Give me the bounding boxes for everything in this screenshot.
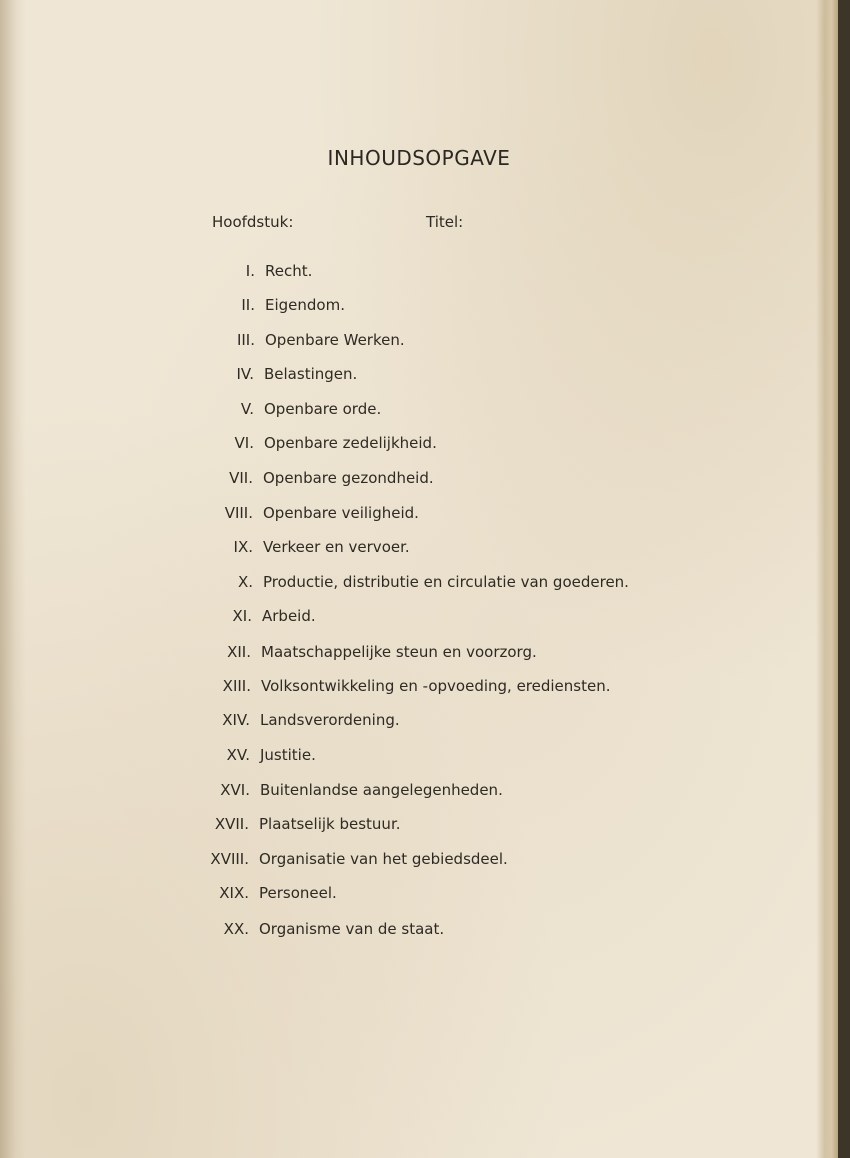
- chapter-number: VI.: [234, 434, 254, 452]
- chapter-title: Arbeid.: [262, 607, 316, 625]
- toc-row: [0, 469, 838, 493]
- chapter-number: XI.: [232, 607, 252, 625]
- chapter-number: IX.: [233, 538, 253, 556]
- chapter-title: Productie, distributie en circulatie van goederen.: [263, 573, 629, 591]
- toc-row: [0, 538, 838, 562]
- chapter-title: Openbare veiligheid.: [263, 504, 419, 522]
- chapter-number: XV.: [226, 746, 250, 764]
- toc-row: [0, 573, 838, 597]
- chapter-number: XVIII.: [210, 850, 249, 868]
- chapter-number: II.: [241, 296, 255, 314]
- chapter-title: Landsverordening.: [260, 711, 400, 729]
- chapter-number: IV.: [236, 365, 254, 383]
- page-title: INHOUDSOPGAVE: [327, 146, 511, 170]
- toc-row: [0, 331, 838, 355]
- chapter-title: Maatschappelijke steun en voorzorg.: [261, 643, 537, 661]
- toc-row: [0, 746, 838, 770]
- chapter-title: Plaatselijk bestuur.: [259, 815, 401, 833]
- chapter-number: XIII.: [222, 677, 251, 695]
- chapter-title: Organisatie van het gebiedsdeel.: [259, 850, 508, 868]
- toc-row: [0, 815, 838, 839]
- chapter-title: Openbare Werken.: [265, 331, 405, 349]
- chapter-title: Openbare gezondheid.: [263, 469, 434, 487]
- chapter-title: Openbare orde.: [264, 400, 382, 418]
- chapter-title: Eigendom.: [265, 296, 345, 314]
- chapter-number: XII.: [227, 643, 251, 661]
- chapter-title: Organisme van de staat.: [259, 920, 445, 938]
- toc-row: [0, 400, 838, 424]
- toc-row: [0, 711, 838, 735]
- chapter-title: Buitenlandse aangelegenheden.: [260, 781, 503, 799]
- toc-row: [0, 296, 838, 320]
- toc-row: [0, 850, 838, 874]
- chapter-title: Volksontwikkeling en -opvoeding, erediensten.: [261, 677, 611, 695]
- chapter-number: XIX.: [219, 884, 249, 902]
- toc-row: [0, 262, 838, 286]
- chapter-title: Verkeer en vervoer.: [263, 538, 410, 556]
- chapter-number: VIII.: [224, 504, 253, 522]
- chapter-number: I.: [245, 262, 255, 280]
- chapter-number: XX.: [223, 920, 249, 938]
- toc-row: [0, 434, 838, 458]
- toc-row: [0, 607, 838, 631]
- chapter-title: Justitie.: [260, 746, 316, 764]
- chapter-title: Recht.: [265, 262, 313, 280]
- chapter-number: XVII.: [214, 815, 249, 833]
- chapter-number: XIV.: [222, 711, 250, 729]
- toc-row: [0, 504, 838, 528]
- toc-row: [0, 781, 838, 805]
- chapter-title: Openbare zedelijkheid.: [264, 434, 437, 452]
- chapter-number: XVI.: [220, 781, 250, 799]
- toc-row: [0, 677, 838, 701]
- toc-row: [0, 884, 838, 908]
- chapter-number: X.: [237, 573, 253, 591]
- chapter-number: VII.: [229, 469, 253, 487]
- column-header-chapter: Hoofdstuk:: [212, 213, 294, 231]
- chapter-number: III.: [236, 331, 255, 349]
- chapter-number: V.: [240, 400, 254, 418]
- toc-row: [0, 643, 838, 667]
- column-header-title: Titel:: [426, 213, 464, 231]
- chapter-title: Belastingen.: [264, 365, 358, 383]
- chapter-title: Personeel.: [259, 884, 337, 902]
- toc-row: [0, 920, 838, 944]
- toc-row: [0, 365, 838, 389]
